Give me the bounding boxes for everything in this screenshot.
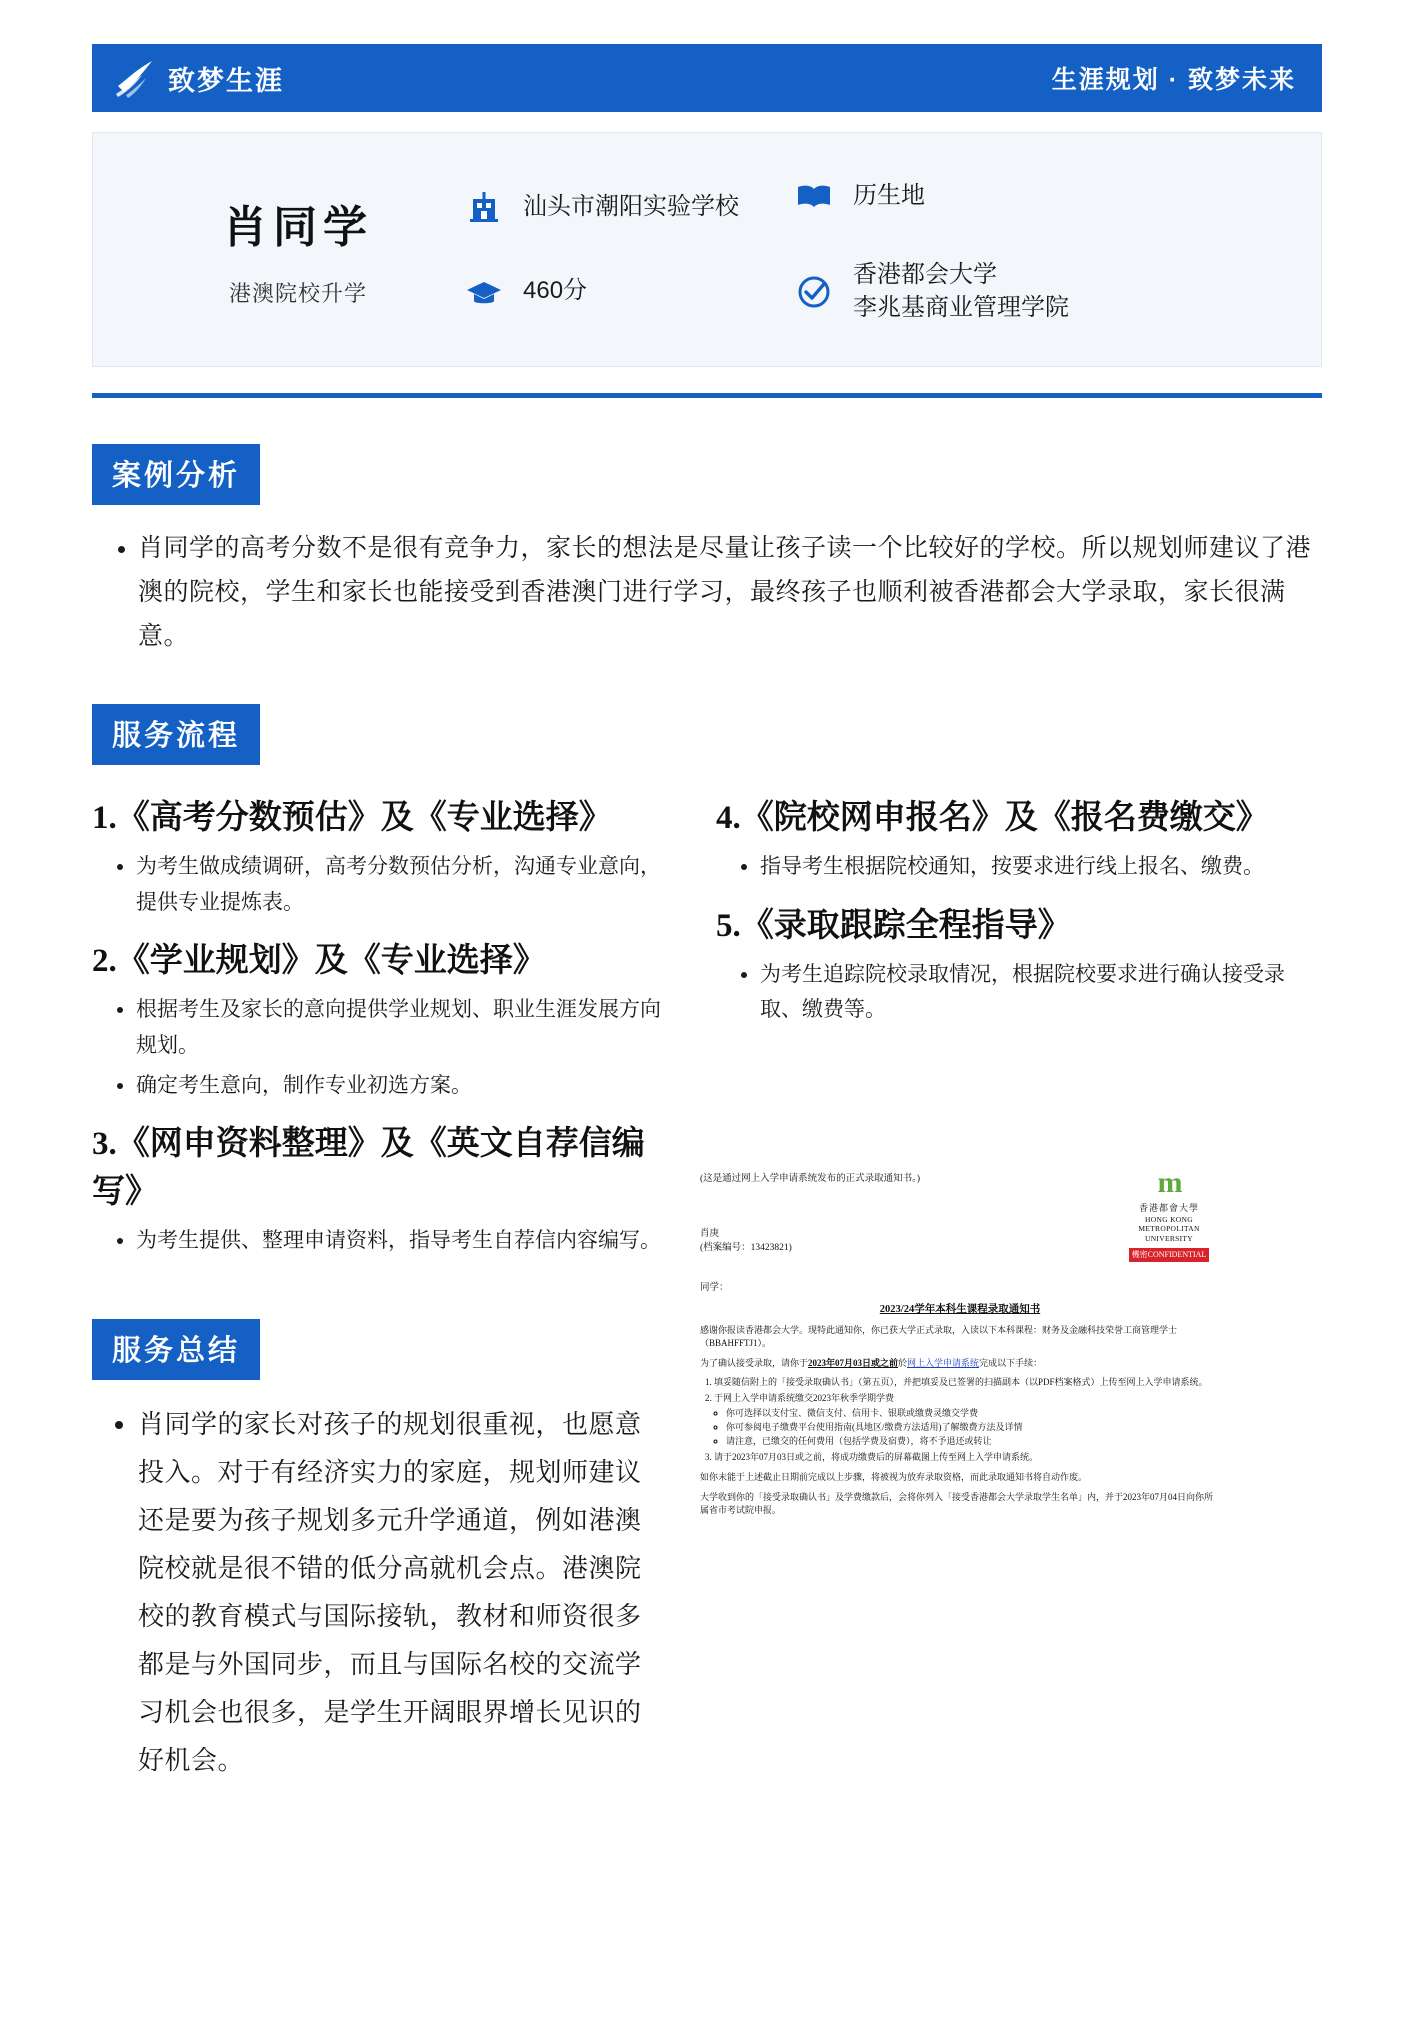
university-name-cn: 香港都會大學 xyxy=(1138,1203,1199,1213)
online-application-system-link[interactable]: 网上入学申请系统 xyxy=(907,1357,980,1368)
flow-step-points xyxy=(92,992,672,1103)
letter-deadline-date: 2023年07月03日或之前 xyxy=(808,1357,899,1368)
letter-title: 2023/24学年本科生课程录取通知书 xyxy=(879,1303,1041,1315)
brand xyxy=(112,56,284,100)
letter-file-number: (档案编号：13423821) xyxy=(700,1243,792,1254)
case-analysis-heading: 案例分析 xyxy=(92,444,260,505)
header-slogan: 生涯规划 · 致梦未来 xyxy=(1051,66,1296,94)
letter-step-item: 3. 请于2023年07月03日或之前，将成功缴费后的屏幕截图上传至网上入学申请系统。 xyxy=(714,1451,1220,1464)
student-track: 港澳院校升学 xyxy=(228,281,367,306)
profile-result xyxy=(793,259,1173,324)
service-flow-heading: 服务流程 xyxy=(92,704,260,765)
flow-step-title: 3.《网申资料整理》及《英文自荐信编写》 xyxy=(92,1126,645,1211)
case-analysis-item: • 肖同学的高考分数不是很有竞争力，家长的想法是尽量让孩子读一个比较好的学校。所以规划师建议了港澳的院校，学生和家长也能接受到香港澳门进行学习，最终孩子也顺利被香港都会大学录取，家长很满意。 xyxy=(138,527,1322,658)
flow-step-points xyxy=(716,957,1296,1028)
letter-p2-pre: 为了确认接受录取，请你于 xyxy=(700,1357,809,1368)
profile-column-right xyxy=(793,175,1173,324)
profile-subjects xyxy=(793,175,1173,217)
profile-column-left xyxy=(463,187,793,313)
poster-page xyxy=(0,44,1414,2044)
flow-step-point: • 为考生提供、整理申请资料，指导考生自荐信内容编写。 xyxy=(136,1223,672,1259)
open-book-icon xyxy=(793,175,835,217)
case-analysis-section xyxy=(92,444,1322,658)
university-logo-mark: m xyxy=(1157,1166,1181,1199)
admission-letter-image xyxy=(680,1154,1240,1614)
section-divider xyxy=(92,393,1322,398)
student-name: 肖同学 xyxy=(223,203,373,252)
profile-score xyxy=(463,271,793,313)
service-summary-list xyxy=(92,1400,658,1785)
service-summary-item: • 肖同学的家长对孩子的规划很重视，也愿意投入。对于有经济实力的家庭，规划师建议还是要为孩子规划多元升学通道，例如港澳院校就是很不错的低分高就机会点。港澳院校的教育模式与国际接轨，教材和师资很多都是与外国同步，而且与国际名校的交流学习机会也很多，是学生开阔眼界增长见识的好机会。 xyxy=(138,1400,658,1785)
letter-p2-mid: 於 xyxy=(898,1357,908,1368)
profile-subjects-text: 历生地 xyxy=(853,181,925,209)
flow-step-point: • 根据考生及家长的意向提供学业规划、职业生涯发展方向规划。 xyxy=(136,992,672,1063)
university-name-en: HONG KONG METROPOLITAN UNIVERSITY xyxy=(1138,1215,1200,1243)
flow-step-points xyxy=(92,1223,672,1259)
letter-p2-post: 完成以下手续： xyxy=(979,1357,1043,1368)
letter-step-text: 于网上入学申请系统缴交2023年秋季学期学费 xyxy=(714,1392,895,1403)
brand-logo-icon xyxy=(112,56,158,100)
service-flow-left-column xyxy=(92,791,672,1277)
letter-substep-item: ◦ 你可参阅电子缴费平台使用指南(具地区/缴费方法适用)了解缴费方法及详情 xyxy=(726,1421,1220,1434)
profile-school xyxy=(463,187,793,229)
flow-step-title: 4.《院校网申报名》及《报名费缴交》 xyxy=(716,800,1269,837)
profile-result-line2: 李兆基商业管理学院 xyxy=(853,293,1069,321)
letter-substeps-list xyxy=(714,1407,1220,1448)
profile-school-text: 汕头市潮阳实验学校 xyxy=(523,193,739,221)
flow-step-point: • 为考生追踪院校录取情况，根据院校要求进行确认接受录取、缴费等。 xyxy=(760,957,1296,1028)
case-analysis-list xyxy=(92,527,1322,658)
letter-steps-list xyxy=(700,1376,1220,1464)
letter-substep-item: ◦ 请注意，已缴交的任何费用（包括学费及宿费），将不予退还或转让 xyxy=(726,1435,1220,1448)
confidential-stamp: 機密CONFIDENTIAL xyxy=(1129,1248,1210,1262)
profile-result-line1: 香港都会大学 xyxy=(853,261,997,289)
letter-closing-1: 如你未能于上述截止日期前完成以上步骤，将被视为放弃录取资格，而此录取通知书将自动作废。 xyxy=(700,1472,1088,1483)
flow-step-point: • 确定考生意向，制作专业初选方案。 xyxy=(136,1068,672,1104)
profile-result-text xyxy=(853,259,1069,324)
check-circle-icon xyxy=(793,271,835,313)
letter-substep-item: ◦ 你可选择以支付宝、微信支付、信用卡、银联或缴费灵缴交学费 xyxy=(726,1407,1220,1420)
letter-recipient-name: 肖庚 xyxy=(700,1229,720,1240)
letter-paragraph-2 xyxy=(700,1357,1220,1370)
header-bar xyxy=(92,44,1322,112)
profile-score-text: 460分 xyxy=(523,277,588,305)
flow-step-points xyxy=(716,849,1296,885)
university-logo xyxy=(1114,1168,1224,1262)
graduation-cap-icon xyxy=(463,271,505,313)
letter-paragraph-1: 感谢你报读香港都会大学。现特此通知你，你已获大学正式录取，入读以下本科课程：财务及金融科技荣誉工商管理学士（BBAHFFTJ1）。 xyxy=(700,1324,1178,1348)
brand-name: 致梦生涯 xyxy=(168,65,284,96)
letter-step-item xyxy=(714,1392,1220,1448)
flow-step-title: 2.《学业规划》及《专业选择》 xyxy=(92,943,546,980)
flow-step-point: • 为考生做成绩调研，高考分数预估分析，沟通专业意向，提供专业提炼表。 xyxy=(136,849,672,920)
letter-step-item: 1. 填妥随信附上的「接受录取确认书」（第五页），并把填妥及已签署的扫描副本（以PDF档案格式）上传至网上入学申请系统。 xyxy=(714,1376,1220,1389)
profile-box xyxy=(92,132,1322,367)
school-building-icon xyxy=(463,187,505,229)
flow-step-title: 1.《高考分数预估》及《专业选择》 xyxy=(92,800,612,837)
letter-note: (这是通过网上入学申请系统发布的正式录取通知书。) xyxy=(700,1174,921,1184)
letter-salutation: 同学： xyxy=(700,1282,729,1293)
letter-closing-2: 大学收到你的「接受录取确认书」及学费缴款后，会将你列入「接受香港都会大学录取学生名单」内，并于2023年07月04日向你所属省市考试院申报。 xyxy=(700,1492,1214,1516)
flow-step-title: 5.《录取跟踪全程指导》 xyxy=(716,907,1071,944)
service-summary-heading: 服务总结 xyxy=(92,1319,260,1380)
flow-step-point: • 指导考生根据院校通知，按要求进行线上报名、缴费。 xyxy=(760,849,1296,885)
flow-step-points xyxy=(92,849,672,920)
profile-identity xyxy=(123,191,463,308)
